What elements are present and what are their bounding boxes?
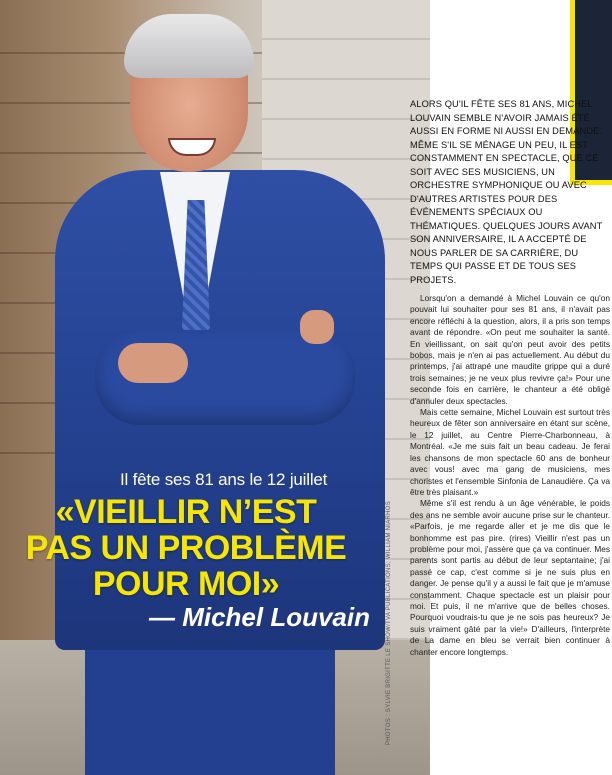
man-legs: [85, 640, 335, 775]
article-paragraph: Lorsqu'on a demandé à Michel Louvain ce qu'on pouvait lui souhaiter pour ses 81 ans, il n'avait pas encore réfléchi à la question, alors, il a pris son temps avant de répondre. «On peut me souhaiter la santé. En vieillissant, on sait qu'on peut avoir des petits bobos, mais je n'en ai pas actuellement. Au début du printemps, j'ai attrapé une maudite grippe qui a duré trois semaines; je ne veux plus revivre ça!» Pour une seconde fois en carrière, le chanteur a été obligé d'annuler deux spectacles.: [410, 293, 610, 406]
headline-subtitle: Il fête ses 81 ans le 12 juillet: [120, 470, 328, 489]
photo-credit: PHOTOS : SYLVIE BRIGITTE LE SHOW/TVA PUBLICATIONS; WILLIAM NIARHOS: [386, 500, 392, 745]
headline-title-line-3: POUR MOI»: [92, 565, 280, 603]
article-column: [400, 98, 610, 658]
man-hand: [118, 343, 188, 383]
headline-byline: — Michel Louvain: [148, 602, 370, 632]
man-hand: [300, 310, 334, 344]
man-hair: [124, 14, 254, 78]
article-intro: ALORS QU'IL FÊTE SES 81 ANS, MICHEL LOUVAIN SEMBLE N'AVOIR JAMAIS ÉTÉ AUSSI EN FORME NI AUSSI EN DEMANDE. MÊME S'IL SE MÉNAGE UN PEU, IL EST CONSTAMMENT EN SPECTACLE, QUE CE SOIT AVEC SES MUSICIENS, UN ORCHESTRE SYMPHONIQUE OU AVEC D'AUTRES ARTISTES POUR DES ÉVÉNEMENTS SPÉCIAUX OU THÉMATIQUES. QUELQUES JOURS AVANT SON ANNIVERSAIRE, IL A ACCEPTÉ DE NOUS PARLER DE SA CARRIÈRE, DU TEMPS QUI PASSE ET DE TOUS SES PROJETS.: [410, 99, 603, 285]
article-paragraph: Même s'il est rendu à un âge vénérable, le poids des ans ne semble avoir aucune prise sur le chanteur. «Parfois, je me regarde aller et je me dis que le bonhomme est pas pire. (rires) Vieillir n'est pas un problème pour moi, j'assère que ça va continuer. Mes parents sont partis au début de leur septantaine; j'ai passé ce cap, c'est comme si je ne suis plus en danger. Je pense qu'il y a aussi le fait que je m'amuse constamment. Chaque spectacle est un plaisir pour moi. Et puis, il ne m'arrive que de belles choses. Pourquoi voudrais-tu que je ne sois pas heureux? Je suis vraiment gâté par la vie!» D'ailleurs, l'interprète de La dame en bleu se verrait bien continuer à chanter encore longtemps.: [410, 498, 610, 657]
headline-block: [0, 470, 400, 640]
headline-title-line-2: PAS UN PROBLÈME: [25, 529, 347, 567]
headline-title-line-1: «VIEILLIR N’EST: [55, 493, 317, 531]
article-paragraph: Mais cette semaine, Michel Louvain est surtout très heureux de fêter son anniversaire en étant sur scène, le 12 juillet, au Centre Pierre-Charbonneau, à Montréal. «Je me suis fait un beau cadeau. Je ferai les chansons de mon spectacle 60 ans de bonheur avec vous! avec ma gang de musiciens, mes choristes et l'ensemble Sinfonia de Lanaudière. Ça va être très plaisant.»: [410, 407, 610, 497]
